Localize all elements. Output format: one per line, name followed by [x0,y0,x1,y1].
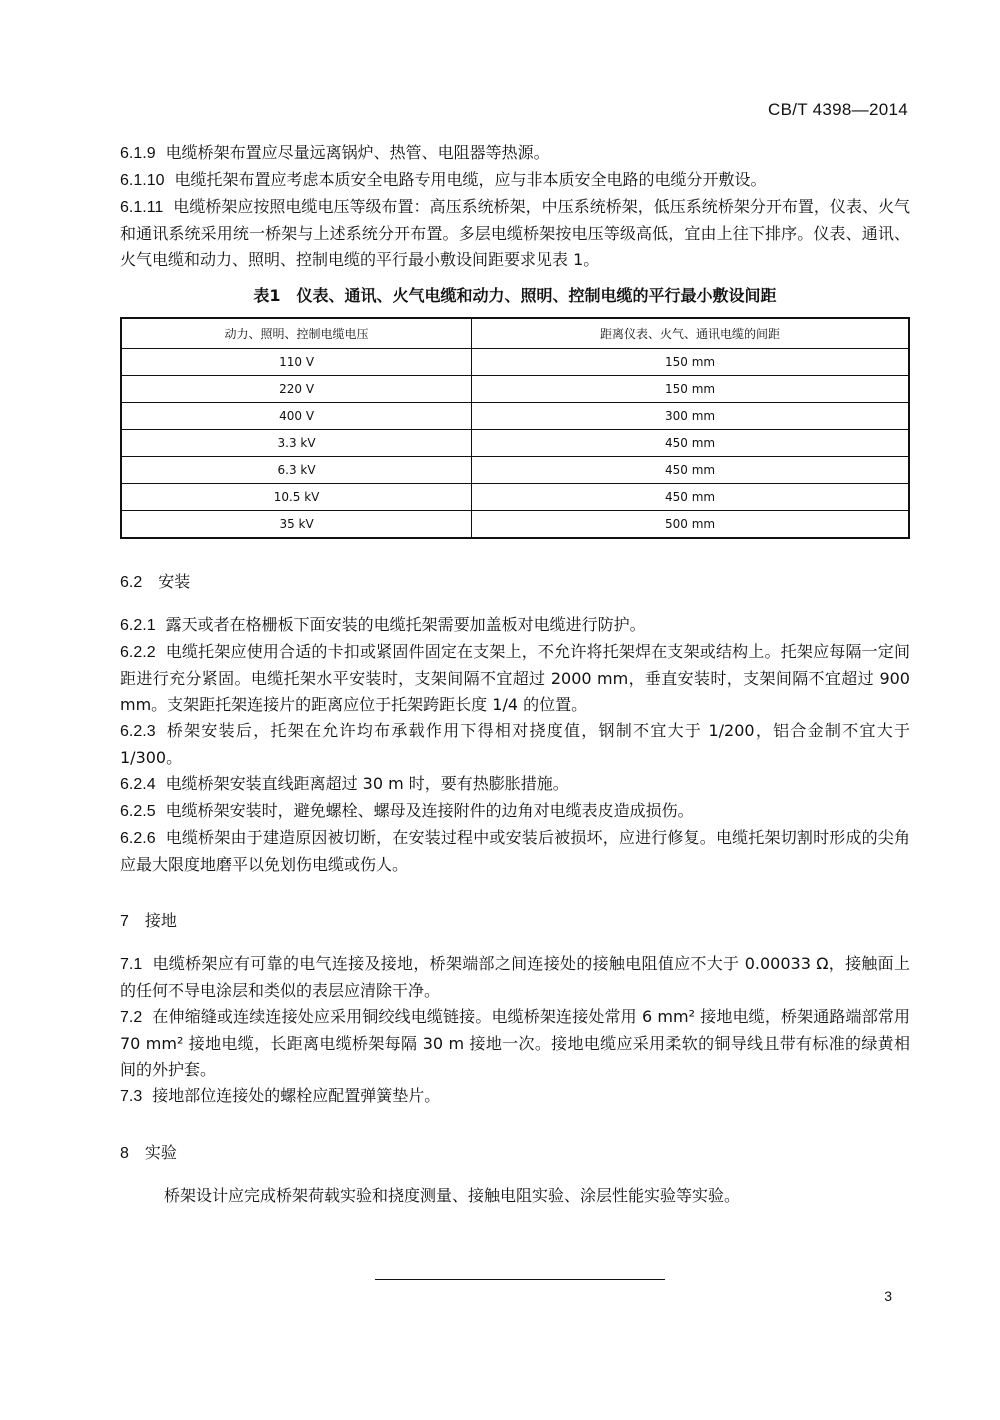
spacing-cell: 300 mm [472,403,909,430]
page-number: 3 [884,1288,892,1304]
clause-6-2-5 [120,798,910,825]
table-row [121,403,909,430]
clause-text: 电缆桥架安装直线距离超过 30 m 时，要有热膨胀措施。 [165,774,569,793]
clause-6-1-10 [120,167,910,194]
clause-6-2-2 [120,639,910,718]
clause-number: 6.1.9 [120,145,156,162]
footer-divider [375,1279,665,1280]
clause-6-2-3 [120,718,910,771]
clause-text: 桥架安装后，托架在允许均布承载作用下得相对挠度值，钢制不宜大于 1/200，铝合金制不宜大于 1/300。 [120,721,910,767]
clause-7-3 [120,1083,910,1110]
clause-text: 电缆桥架应有可靠的电气连接及接地，桥架端部之间连接处的接触电阻值应不大于 0.00033 Ω，接触面上的任何不导电涂层和类似的表层应清除干净。 [120,954,910,1000]
clause-number: 6.2.6 [120,830,156,847]
clause-text: 电缆桥架布置应尽量远离锅炉、热管、电阻器等热源。 [165,143,550,162]
table-row [121,376,909,403]
voltage-cell: 10.5 kV [121,484,472,511]
document-body [120,140,910,1209]
table-header-cell: 动力、照明、控制电缆电压 [121,318,472,349]
table-header-cell: 距离仪表、火气、通讯电缆的间距 [472,318,909,349]
clause-number: 7.3 [120,1088,143,1105]
table-row [121,484,909,511]
table-row [121,349,909,376]
clause-number: 6.2.3 [120,723,156,740]
clause-8-text: 桥架设计应完成桥架荷载实验和挠度测量、接触电阻实验、涂层性能实验等实验。 [164,1186,741,1205]
clause-number: 6.2.5 [120,803,156,820]
clause-6-2-4 [120,771,910,798]
spacing-cell: 450 mm [472,484,909,511]
clause-text: 电缆托架应使用合适的卡扣或紧固件固定在支架上，不允许将托架焊在支架或结构上。托架应每隔一定间距进行充分紧固。电缆托架水平安装时，支架间隔不宜超过 2000 mm，垂直安装时，支架间隔不宜超过 900 mm。支架距托架连接片的距离应位于托架跨距长度 1/4 的位置。 [120,642,910,714]
clause-text: 露天或者在格栅板下面安装的电缆托架需要加盖板对电缆进行防护。 [165,615,646,634]
voltage-cell: 220 V [121,376,472,403]
clause-text: 电缆桥架由于建造原因被切断，在安装过程中或安装后被损坏，应进行修复。电缆托架切割时形成的尖角应最大限度地磨平以免划伤电缆或伤人。 [120,828,910,874]
clause-text: 在伸缩缝或连续连接处应采用铜绞线电缆链接。电缆桥架连接处常用 6 mm² 接地电缆，桥架通路端部常用 70 mm² 接地电缆，长距离电缆桥架每隔 30 m 接地一次。接地电缆应采用柔软的铜导线且带有标准的绿黄相间的外护套。 [120,1007,910,1079]
clause-6-1-9 [120,140,910,167]
table-row [121,457,909,484]
clause-6-2-6 [120,825,910,878]
clause-number: 6.1.11 [120,199,164,216]
clause-text: 电缆桥架应按照电缆电压等级布置：高压系统桥架，中压系统桥架，低压系统桥架分开布置，仪表、火气和通讯系统采用统一桥架与上述系统分开布置。多层电缆桥架按电压等级高低，宜由上往下排序。仪表、通讯、火气电缆和动力、照明、控制电缆的平行最小敷设间距要求见表 1。 [120,197,910,269]
table-row [121,511,909,539]
spacing-cell: 150 mm [472,349,909,376]
clause-number: 7.1 [120,956,143,973]
section-heading-6-2 [120,569,910,596]
clause-7-2 [120,1004,910,1083]
voltage-cell: 6.3 kV [121,457,472,484]
clause-6-2-1 [120,612,910,639]
clause-number: 6.2.1 [120,617,156,634]
section-title: 安装 [158,572,191,591]
clause-number: 6.2.2 [120,644,156,661]
spacing-table [120,317,910,539]
table-row [121,430,909,457]
clause-7-1 [120,951,910,1004]
document-code: CB/T 4398—2014 [768,100,908,119]
section-number: 6.2 [120,574,143,591]
spacing-cell: 450 mm [472,457,909,484]
voltage-cell: 3.3 kV [121,430,472,457]
section-title: 实验 [144,1143,177,1162]
voltage-cell: 400 V [121,403,472,430]
clause-text: 电缆桥架安装时，避免螺栓、螺母及连接附件的边角对电缆表皮造成损伤。 [165,801,694,820]
clause-number: 6.1.10 [120,172,165,189]
clause-text: 接地部位连接处的螺栓应配置弹簧垫片。 [152,1086,441,1105]
spacing-cell: 450 mm [472,430,909,457]
clause-number: 7.2 [120,1009,143,1026]
section-heading-8 [120,1140,910,1167]
clause-number: 6.2.4 [120,776,156,793]
table-caption: 表1 仪表、通讯、火气电缆和动力、照明、控制电缆的平行最小敷设间距 [253,286,777,305]
section-number: 8 [120,1145,129,1162]
table-header-row [121,318,909,349]
clause-6-1-11 [120,194,910,273]
section-title: 接地 [144,911,177,930]
section-heading-7 [120,908,910,935]
clause-text: 电缆托架布置应考虑本质安全电路专用电缆，应与非本质安全电路的电缆分开敷设。 [174,170,767,189]
section-number: 7 [120,913,129,930]
spacing-cell: 150 mm [472,376,909,403]
spacing-cell: 500 mm [472,511,909,539]
voltage-cell: 110 V [121,349,472,376]
voltage-cell: 35 kV [121,511,472,539]
